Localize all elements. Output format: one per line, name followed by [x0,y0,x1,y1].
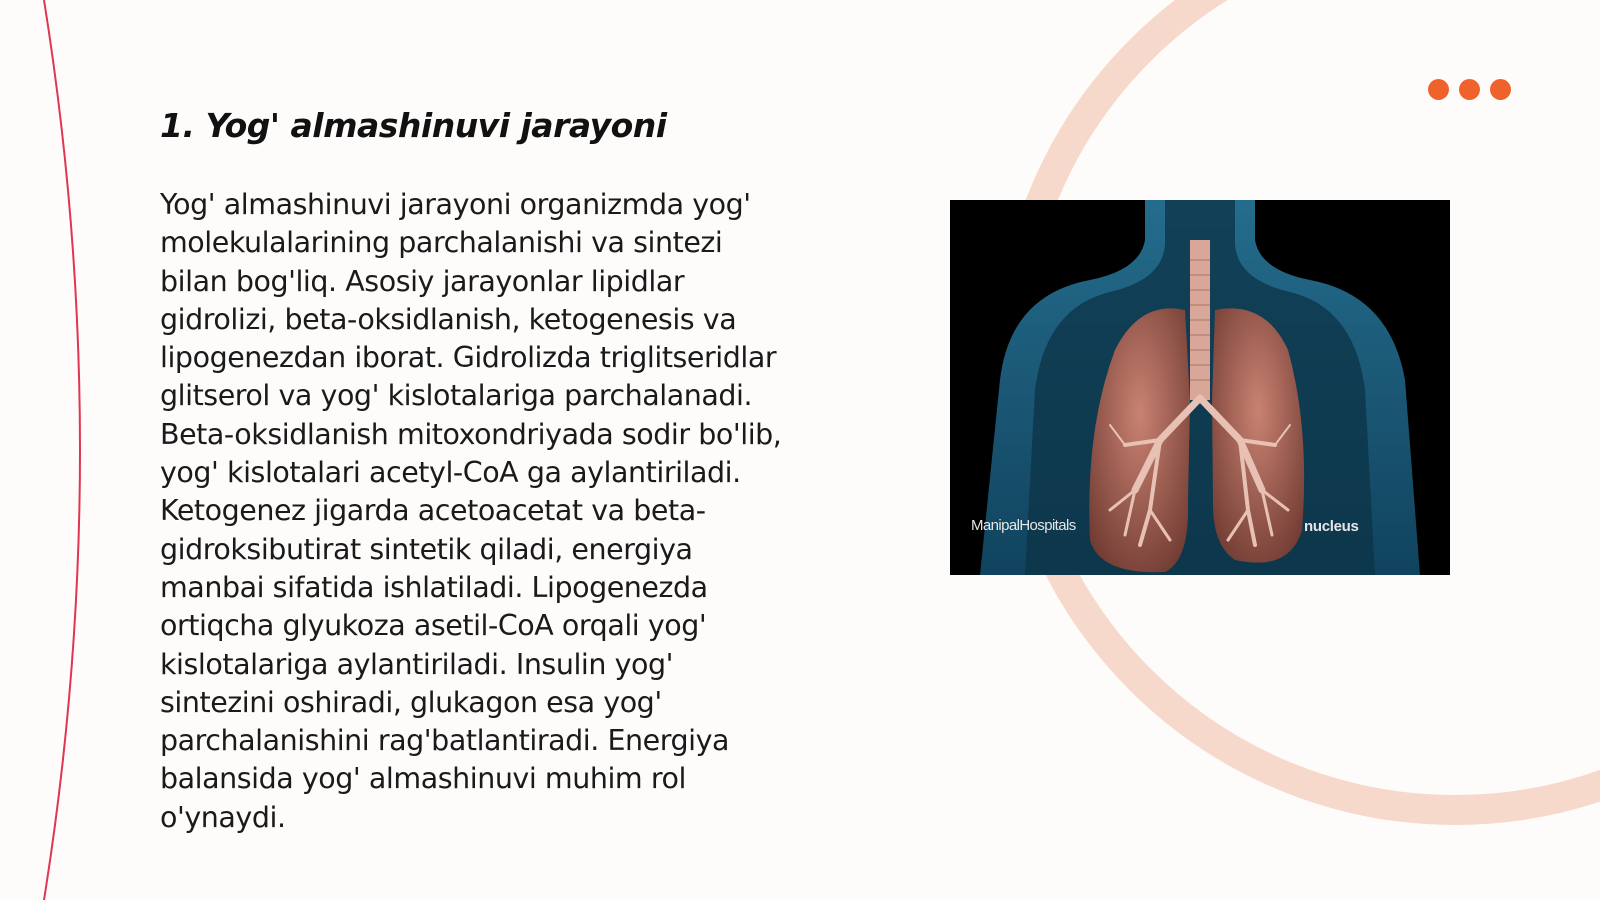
body-line: parchalanishini rag'batlantiradi. Energiya [160,724,730,758]
body-line: Beta-oksidlanish mitoxondriyada sodir bo'lib, [160,417,782,451]
slide-body-text [160,186,860,837]
body-line: kislotalariga aylantiriladi. Insulin yog' [160,647,674,681]
menu-dots [1428,79,1511,100]
body-line: molekulalarining parchalanishi va sintezi [160,226,723,260]
watermark-right: nucleus [1304,518,1359,535]
left-edge-line [44,0,80,900]
body-line: manbai sifatida ishlatiladi. Lipogenezda [160,570,708,604]
body-line: bilan bog'liq. Asosiy jarayonlar lipidlar [160,264,685,298]
body-line: lipogenezdan iborat. Gidrolizda triglitseridlar [160,341,777,375]
watermark-left: ManipalHospitals [971,517,1076,534]
body-line: gidrolizi, beta-oksidlanish, ketogenesis va [160,302,737,336]
slide-title: 1. Yog' almashinuvi jarayoni [160,106,667,145]
body-line: gidroksibutirat sintetik qiladi, energiya [160,532,693,566]
lungs-image [950,200,1450,575]
body-line: Yog' almashinuvi jarayoni organizmda yog' [160,188,751,221]
dot-icon [1428,79,1449,100]
dot-icon [1459,79,1480,100]
body-line: balansida yog' almashinuvi muhim rol [160,762,686,796]
body-line: yog' kislotalari acetyl-CoA ga aylantiriladi. [160,456,741,490]
dot-icon [1490,79,1511,100]
body-line: o'ynaydi. [160,800,286,834]
body-line: Ketogenez jigarda acetoacetat va beta- [160,494,706,528]
body-line: sintezini oshiradi, glukagon esa yog' [160,685,662,719]
body-line: ortiqcha glyukoza asetil-CoA orqali yog' [160,609,707,643]
body-line: glitserol va yog' kislotalariga parchalanadi. [160,379,753,413]
